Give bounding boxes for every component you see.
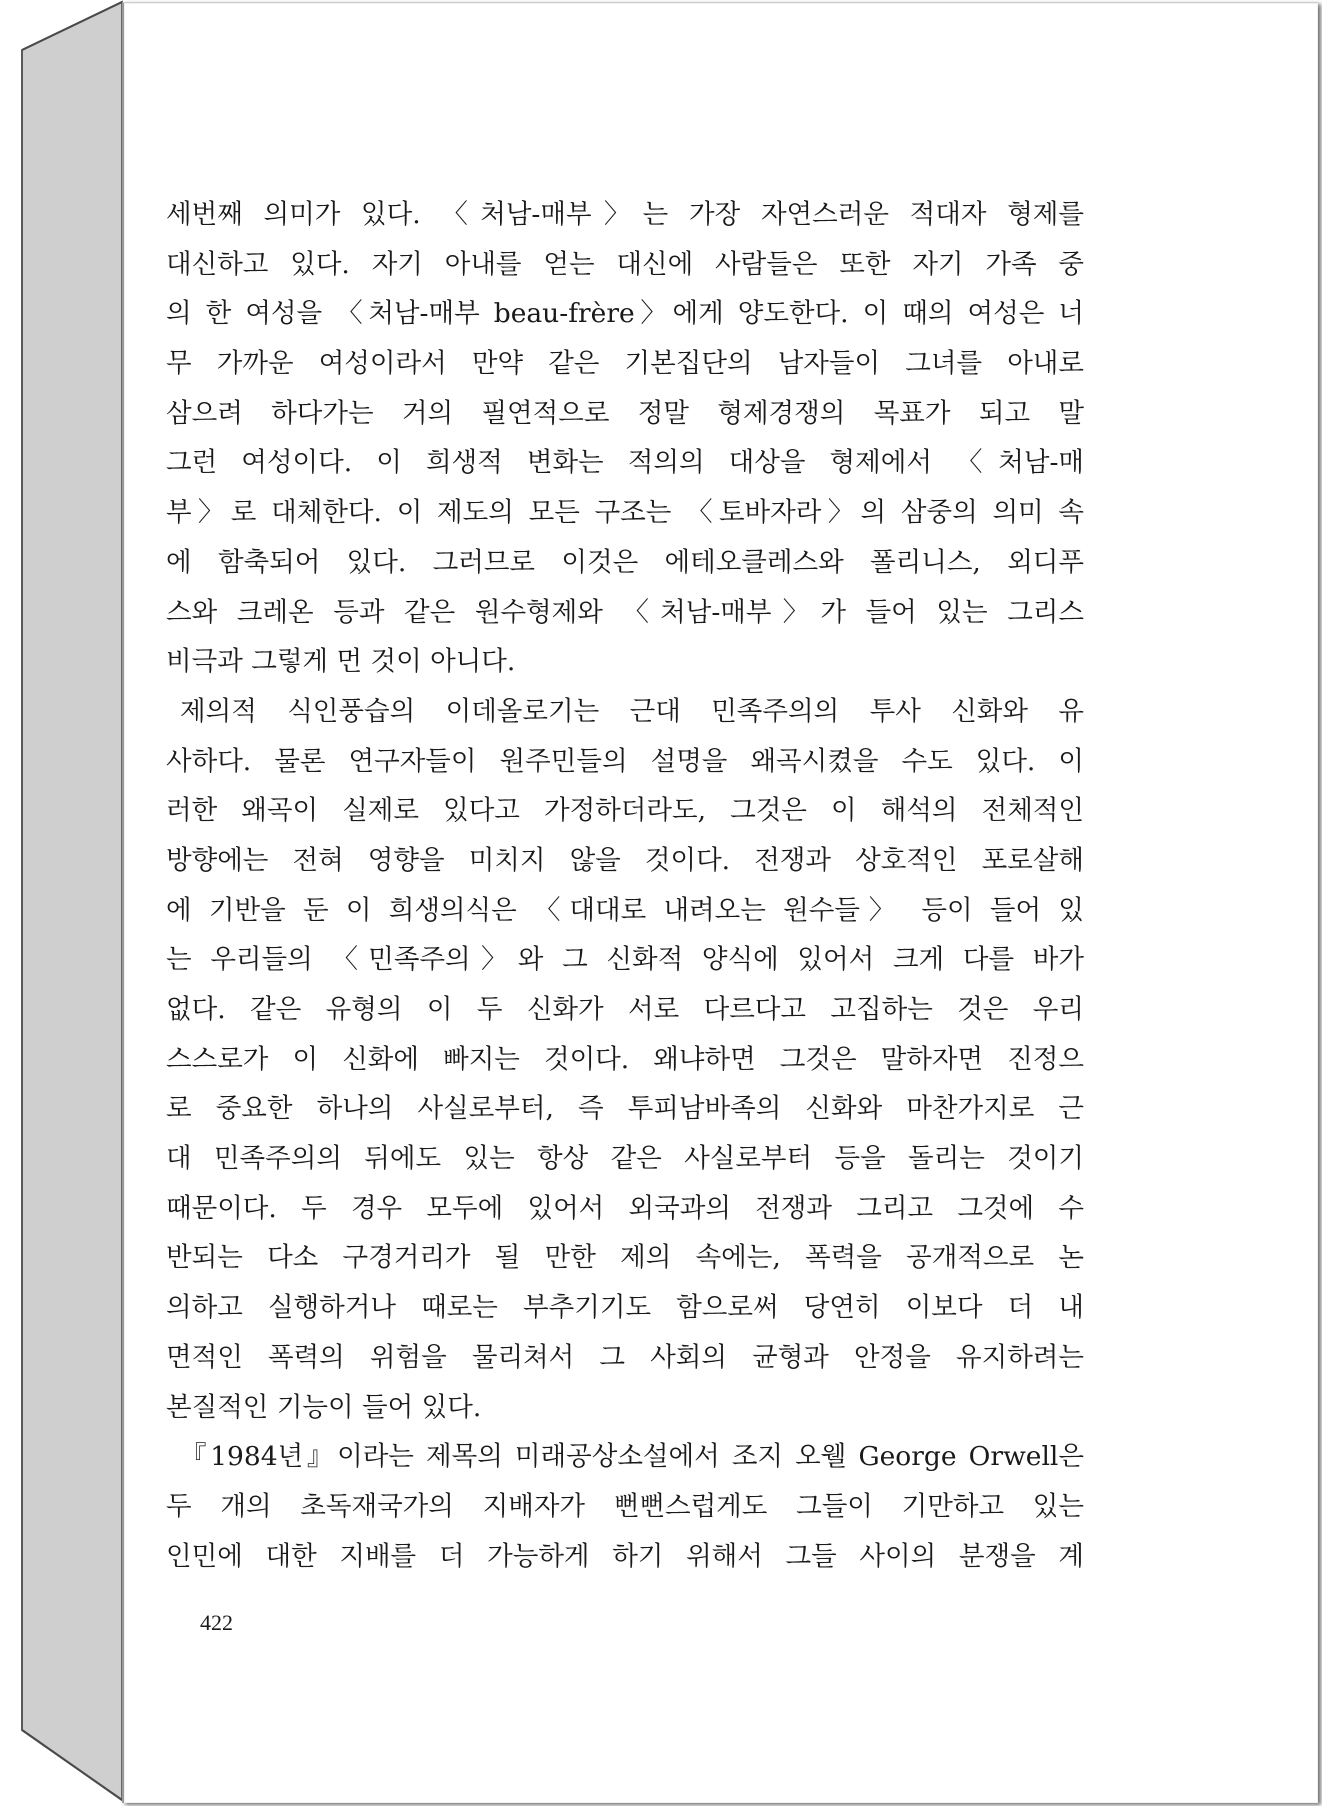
text-line: 대신하고 있다. 자기 아내를 얻는 대신에 사람들은 또한 자기 가족 중 [166,248,1084,280]
text-line: 대 민족주의의 뒤에도 있는 항상 같은 사실로부터 등을 돌리는 것이기 [166,1143,1084,1175]
text-line: 인민에 대한 지배를 더 가능하게 하기 위해서 그들 사이의 분쟁을 계 [166,1540,1084,1572]
text-line: 스스로가 이 신화에 빠지는 것이다. 왜냐하면 그것은 말하자면 진정으 [166,1043,1084,1075]
text-line: 비극과 그렇게 먼 것이 아니다. [166,646,516,678]
text-line: 부〉로 대체한다. 이 제도의 모든 구조는 〈토바자라〉의 삼중의 의미 속 [166,497,1084,529]
text-line: 러한 왜곡이 실제로 있다고 가정하더라도, 그것은 이 해석의 전체적인 [166,795,1084,827]
text-line: 방향에는 전혀 영향을 미치지 않을 것이다. 전쟁과 상호적인 포로살해 [166,844,1084,876]
text-line: 세번째 의미가 있다. 〈처남-매부〉는 가장 자연스러운 적대자 형제를 [166,199,1084,230]
text-line: 없다. 같은 유형의 이 두 신화가 서로 다르다고 고집하는 것은 우리 [166,994,1084,1025]
text-line: 에 함축되어 있다. 그러므로 이것은 에테오클레스와 폴리니스, 외디푸 [166,546,1084,578]
page-number: 422 [200,1610,233,1635]
book-spine [0,0,130,1806]
text-line: 제의적 식인풍습의 이데올로기는 근대 민족주의의 투사 신화와 유 [180,695,1084,727]
text-line: 『1984년』이라는 제목의 미래공상소설에서 조지 오웰 George Orwell은 [180,1441,1084,1473]
text-line: 무 가까운 여성이라서 만약 같은 기본집단의 남자들이 그녀를 아내로 [166,348,1084,380]
text-line: 때문이다. 두 경우 모두에 있어서 외국과의 전쟁과 그리고 그것에 수 [166,1192,1084,1224]
paragraph-1 [166,190,1084,687]
text-line: 로 중요한 하나의 사실로부터, 즉 투피남바족의 신화와 마찬가지로 근 [166,1093,1084,1125]
text-line: 스와 크레온 등과 같은 원수형제와 〈처남-매부〉가 들어 있는 그리스 [166,596,1084,628]
text-line: 본질적인 기능이 들어 있다. [166,1391,482,1423]
text-line: 에 기반을 둔 이 희생의식은 〈대대로 내려오는 원수들〉 등이 들어 있 [166,894,1084,926]
text-line: 의 한 여성을 〈처남-매부 beau-frère〉에게 양도한다. 이 때의 여성은 너 [166,298,1084,330]
text-line: 반되는 다소 구경거리가 될 만한 제의 속에는, 폭력을 공개적으로 논 [166,1242,1084,1274]
text-line: 의하고 실행하거나 때로는 부추기기도 함으로써 당연히 이보다 더 내 [166,1292,1084,1324]
paragraph-2 [166,687,1084,1432]
text-line: 사하다. 물론 연구자들이 원주민들의 설명을 왜곡시켰을 수도 있다. 이 [166,745,1084,777]
paragraph-3 [166,1432,1084,1581]
body-text [166,190,1084,1581]
text-line: 삼으려 하다가는 거의 필연적으로 정말 형제경쟁의 목표가 되고 말 [166,397,1084,429]
text-line: 면적인 폭력의 위험을 물리쳐서 그 사회의 균형과 안정을 유지하려는 [166,1341,1084,1373]
text-line: 그런 여성이다. 이 희생적 변화는 적의의 대상을 형제에서 〈처남-매 [166,447,1084,479]
text-line: 는 우리들의 〈민족주의〉와 그 신화적 양식에 있어서 크게 다를 바가 [166,944,1084,976]
text-line: 두 개의 초독재국가의 지배자가 뻔뻔스럽게도 그들이 기만하고 있는 [166,1490,1084,1522]
